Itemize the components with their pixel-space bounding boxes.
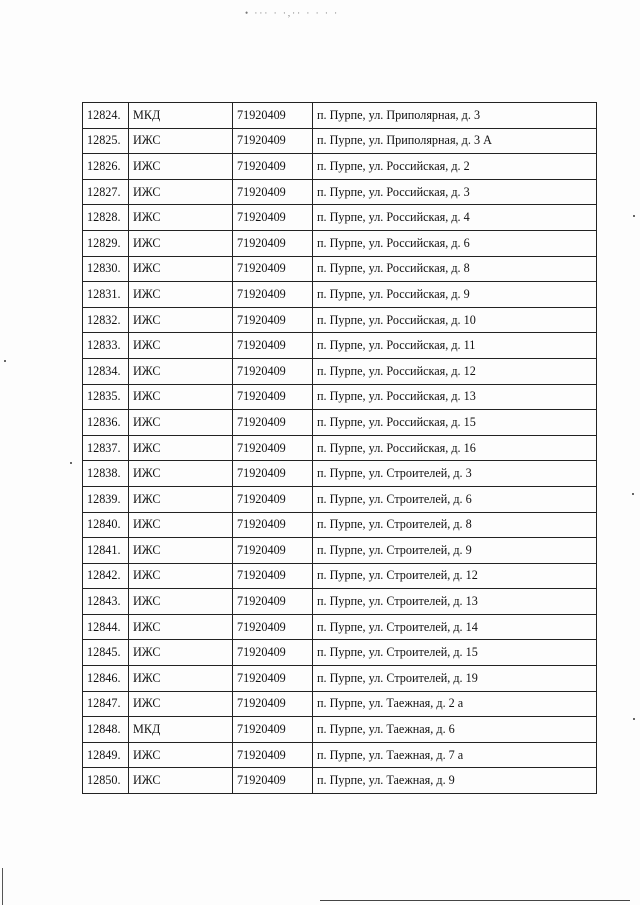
table-row [83, 461, 597, 487]
address-cell: п. Пурпе, ул. Строителей, д. 15 [313, 640, 597, 666]
address-cell: п. Пурпе, ул. Приполярная, д. 3 [313, 103, 597, 129]
address-cell: п. Пурпе, ул. Строителей, д. 19 [313, 666, 597, 692]
registry-table-body [83, 103, 597, 794]
table-row [83, 103, 597, 129]
table-row [83, 282, 597, 308]
oktmo-code-cell: 71920409 [233, 179, 313, 205]
row-number-cell: 12836. [83, 410, 129, 436]
address-cell: п. Пурпе, ул. Строителей, д. 12 [313, 563, 597, 589]
address-cell: п. Пурпе, ул. Приполярная, д. 3 А [313, 128, 597, 154]
address-cell: п. Пурпе, ул. Таежная, д. 2 а [313, 691, 597, 717]
building-type-cell: ИЖС [129, 435, 233, 461]
building-type-cell: ИЖС [129, 154, 233, 180]
table-row [83, 256, 597, 282]
row-number-cell: 12825. [83, 128, 129, 154]
row-number-cell: 12839. [83, 486, 129, 512]
table-row [83, 435, 597, 461]
oktmo-code-cell: 71920409 [233, 384, 313, 410]
address-cell: п. Пурпе, ул. Российская, д. 10 [313, 307, 597, 333]
building-type-cell: ИЖС [129, 461, 233, 487]
oktmo-code-cell: 71920409 [233, 512, 313, 538]
table-row [83, 179, 597, 205]
row-number-cell: 12845. [83, 640, 129, 666]
table-row [83, 614, 597, 640]
row-number-cell: 12843. [83, 589, 129, 615]
oktmo-code-cell: 71920409 [233, 538, 313, 564]
oktmo-code-cell: 71920409 [233, 768, 313, 794]
table-row [83, 307, 597, 333]
table-row [83, 768, 597, 794]
address-cell: п. Пурпе, ул. Российская, д. 12 [313, 358, 597, 384]
address-cell: п. Пурпе, ул. Российская, д. 9 [313, 282, 597, 308]
table-row [83, 205, 597, 231]
address-cell: п. Пурпе, ул. Российская, д. 4 [313, 205, 597, 231]
oktmo-code-cell: 71920409 [233, 742, 313, 768]
address-cell: п. Пурпе, ул. Строителей, д. 6 [313, 486, 597, 512]
row-number-cell: 12844. [83, 614, 129, 640]
row-number-cell: 12846. [83, 666, 129, 692]
address-cell: п. Пурпе, ул. Российская, д. 13 [313, 384, 597, 410]
building-type-cell: ИЖС [129, 768, 233, 794]
oktmo-code-cell: 71920409 [233, 717, 313, 743]
building-type-cell: ИЖС [129, 742, 233, 768]
table-row [83, 384, 597, 410]
oktmo-code-cell: 71920409 [233, 563, 313, 589]
building-type-cell: ИЖС [129, 205, 233, 231]
oktmo-code-cell: 71920409 [233, 614, 313, 640]
scan-speck [4, 360, 6, 362]
building-type-cell: ИЖС [129, 563, 233, 589]
oktmo-code-cell: 71920409 [233, 461, 313, 487]
row-number-cell: 12847. [83, 691, 129, 717]
scan-speck [70, 462, 72, 464]
table-row [83, 358, 597, 384]
table-row [83, 333, 597, 359]
building-type-cell: ИЖС [129, 333, 233, 359]
table-row [83, 691, 597, 717]
table-row [83, 640, 597, 666]
row-number-cell: 12835. [83, 384, 129, 410]
address-cell: п. Пурпе, ул. Таежная, д. 7 а [313, 742, 597, 768]
address-cell: п. Пурпе, ул. Строителей, д. 13 [313, 589, 597, 615]
row-number-cell: 12832. [83, 307, 129, 333]
address-cell: п. Пурпе, ул. Строителей, д. 9 [313, 538, 597, 564]
oktmo-code-cell: 71920409 [233, 435, 313, 461]
building-type-cell: МКД [129, 103, 233, 129]
address-cell: п. Пурпе, ул. Строителей, д. 14 [313, 614, 597, 640]
row-number-cell: 12837. [83, 435, 129, 461]
row-number-cell: 12841. [83, 538, 129, 564]
scan-artifact-marks: • ··· · ·,·· · · · · [245, 8, 340, 18]
row-number-cell: 12849. [83, 742, 129, 768]
scan-edge-line [2, 868, 3, 905]
row-number-cell: 12833. [83, 333, 129, 359]
building-type-cell: ИЖС [129, 589, 233, 615]
building-type-cell: ИЖС [129, 384, 233, 410]
oktmo-code-cell: 71920409 [233, 154, 313, 180]
row-number-cell: 12840. [83, 512, 129, 538]
scan-speck [633, 718, 635, 720]
row-number-cell: 12828. [83, 205, 129, 231]
row-number-cell: 12838. [83, 461, 129, 487]
oktmo-code-cell: 71920409 [233, 282, 313, 308]
oktmo-code-cell: 71920409 [233, 128, 313, 154]
table-row [83, 666, 597, 692]
oktmo-code-cell: 71920409 [233, 358, 313, 384]
table-row [83, 154, 597, 180]
row-number-cell: 12829. [83, 230, 129, 256]
address-cell: п. Пурпе, ул. Российская, д. 15 [313, 410, 597, 436]
table-row [83, 512, 597, 538]
scan-speck [632, 493, 634, 495]
building-type-cell: ИЖС [129, 179, 233, 205]
address-cell: п. Пурпе, ул. Российская, д. 11 [313, 333, 597, 359]
table-row [83, 589, 597, 615]
oktmo-code-cell: 71920409 [233, 230, 313, 256]
table-row [83, 563, 597, 589]
row-number-cell: 12827. [83, 179, 129, 205]
table-row [83, 230, 597, 256]
oktmo-code-cell: 71920409 [233, 333, 313, 359]
address-cell: п. Пурпе, ул. Таежная, д. 9 [313, 768, 597, 794]
table-row [83, 128, 597, 154]
building-type-cell: ИЖС [129, 282, 233, 308]
row-number-cell: 12842. [83, 563, 129, 589]
building-type-cell: ИЖС [129, 486, 233, 512]
row-number-cell: 12850. [83, 768, 129, 794]
table-row [83, 486, 597, 512]
row-number-cell: 12824. [83, 103, 129, 129]
building-type-cell: ИЖС [129, 666, 233, 692]
row-number-cell: 12826. [83, 154, 129, 180]
oktmo-code-cell: 71920409 [233, 410, 313, 436]
building-type-cell: ИЖС [129, 640, 233, 666]
table-row [83, 538, 597, 564]
address-cell: п. Пурпе, ул. Российская, д. 16 [313, 435, 597, 461]
row-number-cell: 12848. [83, 717, 129, 743]
address-cell: п. Пурпе, ул. Российская, д. 8 [313, 256, 597, 282]
building-type-cell: ИЖС [129, 410, 233, 436]
oktmo-code-cell: 71920409 [233, 691, 313, 717]
building-type-cell: ИЖС [129, 256, 233, 282]
address-registry-table [82, 102, 597, 794]
address-cell: п. Пурпе, ул. Таежная, д. 6 [313, 717, 597, 743]
address-cell: п. Пурпе, ул. Российская, д. 3 [313, 179, 597, 205]
building-type-cell: МКД [129, 717, 233, 743]
oktmo-code-cell: 71920409 [233, 307, 313, 333]
building-type-cell: ИЖС [129, 538, 233, 564]
row-number-cell: 12834. [83, 358, 129, 384]
table-row [83, 717, 597, 743]
row-number-cell: 12831. [83, 282, 129, 308]
building-type-cell: ИЖС [129, 230, 233, 256]
address-cell: п. Пурпе, ул. Российская, д. 6 [313, 230, 597, 256]
oktmo-code-cell: 71920409 [233, 640, 313, 666]
table-row [83, 742, 597, 768]
address-cell: п. Пурпе, ул. Российская, д. 2 [313, 154, 597, 180]
scan-bottom-line [320, 900, 630, 901]
building-type-cell: ИЖС [129, 358, 233, 384]
oktmo-code-cell: 71920409 [233, 256, 313, 282]
building-type-cell: ИЖС [129, 307, 233, 333]
oktmo-code-cell: 71920409 [233, 205, 313, 231]
building-type-cell: ИЖС [129, 128, 233, 154]
row-number-cell: 12830. [83, 256, 129, 282]
address-cell: п. Пурпе, ул. Строителей, д. 3 [313, 461, 597, 487]
oktmo-code-cell: 71920409 [233, 589, 313, 615]
oktmo-code-cell: 71920409 [233, 486, 313, 512]
oktmo-code-cell: 71920409 [233, 666, 313, 692]
oktmo-code-cell: 71920409 [233, 103, 313, 129]
building-type-cell: ИЖС [129, 512, 233, 538]
scan-speck [633, 215, 635, 217]
building-type-cell: ИЖС [129, 614, 233, 640]
table-row [83, 410, 597, 436]
address-cell: п. Пурпе, ул. Строителей, д. 8 [313, 512, 597, 538]
building-type-cell: ИЖС [129, 691, 233, 717]
